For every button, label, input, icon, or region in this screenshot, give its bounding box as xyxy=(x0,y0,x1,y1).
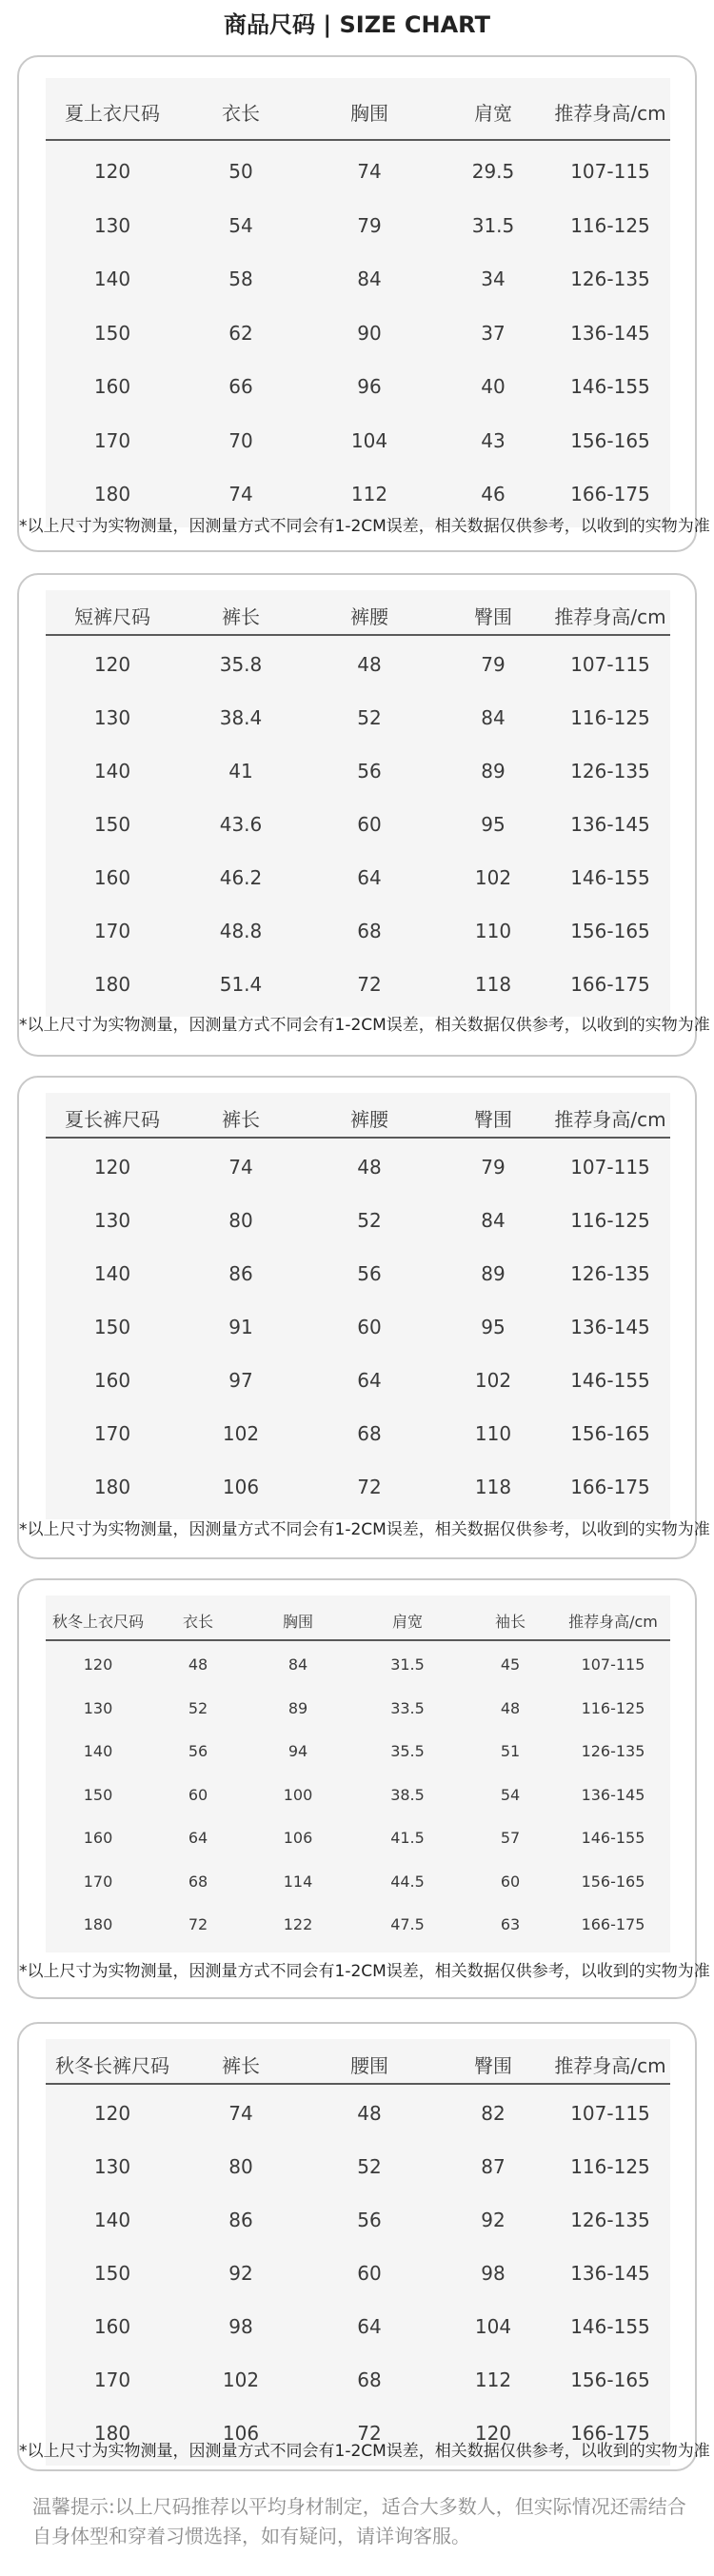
table-cell: 140 xyxy=(93,1262,131,1285)
table-header-row xyxy=(46,84,670,141)
table-cell: 33.5 xyxy=(390,1698,425,1717)
table-row xyxy=(46,360,670,414)
table-row xyxy=(46,199,670,253)
table-cell: 166-175 xyxy=(581,1915,645,1934)
table-cell: 166-175 xyxy=(570,2422,650,2445)
table-cell: 92 xyxy=(481,2209,506,2231)
table-cell: 126-135 xyxy=(570,760,650,783)
table-cell: 102 xyxy=(222,1422,260,1445)
table-header-row xyxy=(46,2045,670,2085)
table-cell: 40 xyxy=(481,375,506,399)
table-cell: 118 xyxy=(474,1476,512,1498)
table-cell: 160 xyxy=(83,1829,113,1848)
table-cell: 118 xyxy=(474,973,512,996)
table-cell: 46.2 xyxy=(219,866,263,889)
table-cell: 94 xyxy=(288,1742,308,1761)
column-header: 秋冬上衣尺码 xyxy=(51,1612,144,1631)
table-cell: 106 xyxy=(283,1829,313,1848)
table-cell: 52 xyxy=(357,706,382,729)
table-cell: 122 xyxy=(283,1915,313,1934)
table-cell: 60 xyxy=(357,813,382,836)
column-header: 肩宽 xyxy=(391,1612,423,1631)
table-cell: 150 xyxy=(83,1785,113,1804)
table-cell: 48 xyxy=(357,653,382,676)
table-cell: 112 xyxy=(350,483,388,506)
table-cell: 120 xyxy=(93,2102,131,2125)
column-header: 裤腰 xyxy=(350,1107,388,1131)
table-cell: 84 xyxy=(357,268,382,291)
table-row xyxy=(46,1903,670,1947)
table-cell: 170 xyxy=(93,1422,131,1445)
table-cell: 160 xyxy=(93,866,131,889)
page-title: 商品尺码 | SIZE CHART xyxy=(224,11,490,38)
table-cell: 70 xyxy=(228,428,253,452)
size-table-card-shorts xyxy=(17,573,710,1057)
table-cell: 35.5 xyxy=(390,1742,425,1761)
table-cell: 130 xyxy=(93,2155,131,2178)
table-cell: 72 xyxy=(357,973,382,996)
column-header: 秋冬长裤尺码 xyxy=(55,2053,169,2077)
table-cell: 136-145 xyxy=(581,1785,645,1804)
table-cell: 72 xyxy=(357,2422,382,2445)
table-cell: 48 xyxy=(188,1655,208,1674)
table-cell: 90 xyxy=(357,321,382,345)
table-cell: 89 xyxy=(288,1698,308,1717)
table-cell: 160 xyxy=(93,375,131,399)
column-header: 衣长 xyxy=(182,1612,213,1631)
measurement-note: *以上尺寸为实物测量，因测量方式不同会有1-2CM误差，相关数据仅供参考，以收到的实物为准 xyxy=(19,2442,710,2461)
column-header: 臀围 xyxy=(474,2053,512,2077)
table-cell: 104 xyxy=(350,428,388,452)
table-cell: 80 xyxy=(228,2155,253,2178)
table-cell: 120 xyxy=(474,2422,512,2445)
table-cell: 98 xyxy=(228,2315,253,2338)
table-row xyxy=(46,2353,670,2407)
table-cell: 72 xyxy=(357,1476,382,1498)
table-row xyxy=(46,1643,670,1687)
table-header-row xyxy=(46,596,670,636)
table-cell: 34 xyxy=(481,268,506,291)
column-header: 臀围 xyxy=(474,1107,512,1131)
column-header: 推荐身高/cm xyxy=(554,604,666,628)
table-cell: 116-125 xyxy=(570,706,650,729)
table-cell: 43 xyxy=(481,428,506,452)
table-cell: 41.5 xyxy=(390,1829,425,1848)
table-cell: 92 xyxy=(228,2262,253,2285)
table-cell: 140 xyxy=(83,1742,113,1761)
table-row xyxy=(46,1247,670,1300)
column-header: 裤腰 xyxy=(350,604,388,628)
size-table xyxy=(46,2039,670,2466)
table-cell: 107-115 xyxy=(570,653,650,676)
table-cell: 114 xyxy=(283,1872,313,1891)
table-row xyxy=(46,2247,670,2300)
table-row xyxy=(46,1816,670,1860)
table-cell: 51.4 xyxy=(219,973,263,996)
table-row xyxy=(46,744,670,798)
table-cell: 146-155 xyxy=(570,2315,650,2338)
table-cell: 56 xyxy=(357,1262,382,1285)
table-cell: 180 xyxy=(93,483,131,506)
table-row xyxy=(46,252,670,307)
table-cell: 47.5 xyxy=(390,1915,425,1934)
table-cell: 160 xyxy=(93,1369,131,1392)
table-cell: 120 xyxy=(93,1156,131,1179)
table-row xyxy=(46,851,670,904)
table-cell: 156-165 xyxy=(581,1872,645,1891)
table-cell: 60 xyxy=(357,2262,382,2285)
table-cell: 29.5 xyxy=(471,160,515,184)
column-header: 胸围 xyxy=(350,101,388,125)
table-cell: 86 xyxy=(228,2209,253,2231)
table-cell: 57 xyxy=(500,1829,521,1848)
table-row xyxy=(46,1730,670,1773)
table-row xyxy=(46,1354,670,1407)
table-cell: 80 xyxy=(228,1209,253,1232)
table-cell: 86 xyxy=(228,1262,253,1285)
table-header-row xyxy=(46,1601,670,1641)
table-cell: 84 xyxy=(481,1209,506,1232)
table-cell: 156-165 xyxy=(570,428,650,452)
table-row xyxy=(46,691,670,744)
table-cell: 102 xyxy=(474,1369,512,1392)
table-row xyxy=(46,1194,670,1247)
table-cell: 180 xyxy=(93,1476,131,1498)
table-cell: 107-115 xyxy=(581,1655,645,1674)
table-cell: 51 xyxy=(500,1742,521,1761)
table-cell: 48 xyxy=(500,1698,521,1717)
table-cell: 37 xyxy=(481,321,506,345)
table-cell: 140 xyxy=(93,760,131,783)
table-cell: 107-115 xyxy=(570,1156,650,1179)
table-cell: 166-175 xyxy=(570,1476,650,1498)
table-cell: 72 xyxy=(188,1915,208,1934)
table-cell: 136-145 xyxy=(570,321,650,345)
column-header: 袖长 xyxy=(494,1612,526,1631)
table-cell: 156-165 xyxy=(570,2368,650,2391)
table-cell: 170 xyxy=(93,428,131,452)
table-cell: 100 xyxy=(283,1785,313,1804)
table-cell: 44.5 xyxy=(390,1872,425,1891)
column-header: 短裤尺码 xyxy=(74,604,150,628)
table-cell: 60 xyxy=(500,1872,521,1891)
table-cell: 116-125 xyxy=(570,1209,650,1232)
table-cell: 126-135 xyxy=(570,268,650,291)
table-cell: 102 xyxy=(474,866,512,889)
tips-text: 温馨提示:以上尺码推荐以平均身材制定，适合大多数人，但实际情况还需结合自身体型和穿着习惯选择，如有疑问，请详询客服。 xyxy=(32,2495,686,2547)
table-cell: 170 xyxy=(93,2368,131,2391)
table-cell: 126-135 xyxy=(581,1742,645,1761)
table-row xyxy=(46,2087,670,2140)
table-cell: 89 xyxy=(481,1262,506,1285)
table-cell: 140 xyxy=(93,268,131,291)
table-cell: 98 xyxy=(481,2262,506,2285)
table-cell: 102 xyxy=(222,2368,260,2391)
size-table-card-summer-top xyxy=(17,55,710,552)
table-cell: 95 xyxy=(481,1316,506,1338)
table-cell: 48 xyxy=(357,2102,382,2125)
table-header-row xyxy=(46,1099,670,1139)
table-cell: 110 xyxy=(474,920,512,942)
table-cell: 95 xyxy=(481,813,506,836)
table-cell: 63 xyxy=(500,1915,521,1934)
table-cell: 136-145 xyxy=(570,1316,650,1338)
column-header: 腰围 xyxy=(350,2053,388,2077)
column-header: 推荐身高/cm xyxy=(554,101,666,125)
table-cell: 56 xyxy=(357,2209,382,2231)
table-row xyxy=(46,2193,670,2247)
table-cell: 48.8 xyxy=(219,920,263,942)
table-cell: 156-165 xyxy=(570,920,650,942)
table-cell: 84 xyxy=(481,706,506,729)
table-row xyxy=(46,1773,670,1817)
table-cell: 146-155 xyxy=(581,1829,645,1848)
table-cell: 150 xyxy=(93,2262,131,2285)
table-cell: 79 xyxy=(481,653,506,676)
table-cell: 146-155 xyxy=(570,375,650,399)
column-header: 推荐身高/cm xyxy=(568,1612,658,1631)
column-header: 推荐身高/cm xyxy=(554,1107,666,1131)
table-cell: 126-135 xyxy=(570,2209,650,2231)
table-row xyxy=(46,145,670,199)
measurement-note: *以上尺寸为实物测量，因测量方式不同会有1-2CM误差，相关数据仅供参考，以收到的实物为准 xyxy=(19,1016,710,1035)
table-cell: 91 xyxy=(228,1316,253,1338)
table-cell: 136-145 xyxy=(570,2262,650,2285)
size-table xyxy=(46,590,670,1017)
table-cell: 130 xyxy=(83,1698,113,1717)
table-cell: 130 xyxy=(93,1209,131,1232)
table-cell: 43.6 xyxy=(219,813,263,836)
table-cell: 64 xyxy=(357,1369,382,1392)
column-header: 胸围 xyxy=(282,1612,313,1631)
table-cell: 35.8 xyxy=(219,653,263,676)
table-cell: 156-165 xyxy=(570,1422,650,1445)
table-cell: 79 xyxy=(357,213,382,237)
table-cell: 64 xyxy=(357,866,382,889)
table-row xyxy=(46,414,670,468)
table-cell: 58 xyxy=(228,268,253,291)
table-cell: 170 xyxy=(83,1872,113,1891)
table-cell: 54 xyxy=(228,213,253,237)
table-cell: 54 xyxy=(500,1785,521,1804)
table-cell: 50 xyxy=(228,160,253,184)
table-cell: 79 xyxy=(481,1156,506,1179)
table-cell: 180 xyxy=(83,1915,113,1934)
table-cell: 45 xyxy=(500,1655,521,1674)
table-row xyxy=(46,638,670,691)
table-cell: 116-125 xyxy=(581,1698,645,1717)
table-cell: 41 xyxy=(228,760,253,783)
table-cell: 120 xyxy=(93,160,131,184)
column-header: 裤长 xyxy=(222,2053,260,2077)
table-cell: 52 xyxy=(357,1209,382,1232)
table-row xyxy=(46,2140,670,2193)
column-header: 衣长 xyxy=(222,101,260,125)
size-table-card-autumn-top xyxy=(17,1578,710,1999)
table-cell: 60 xyxy=(357,1316,382,1338)
column-header: 推荐身高/cm xyxy=(554,2053,666,2077)
column-header: 裤长 xyxy=(222,1107,260,1131)
size-table xyxy=(46,78,670,527)
table-cell: 31.5 xyxy=(471,213,515,237)
table-cell: 107-115 xyxy=(570,2102,650,2125)
table-cell: 52 xyxy=(188,1698,208,1717)
table-cell: 84 xyxy=(288,1655,308,1674)
table-cell: 130 xyxy=(93,706,131,729)
table-cell: 112 xyxy=(474,2368,512,2391)
size-table-card-autumn-pants xyxy=(17,2022,710,2471)
table-cell: 56 xyxy=(188,1742,208,1761)
table-cell: 150 xyxy=(93,321,131,345)
table-cell: 180 xyxy=(93,2422,131,2445)
table-row xyxy=(46,1300,670,1354)
table-cell: 106 xyxy=(222,2422,260,2445)
table-cell: 74 xyxy=(228,483,253,506)
table-cell: 110 xyxy=(474,1422,512,1445)
table-row xyxy=(46,958,670,1011)
table-cell: 82 xyxy=(481,2102,506,2125)
table-cell: 64 xyxy=(357,2315,382,2338)
table-cell: 146-155 xyxy=(570,1369,650,1392)
column-header: 臀围 xyxy=(474,604,512,628)
measurement-note: *以上尺寸为实物测量，因测量方式不同会有1-2CM误差，相关数据仅供参考，以收到的实物为准 xyxy=(19,517,710,536)
table-cell: 180 xyxy=(93,973,131,996)
column-header: 夏上衣尺码 xyxy=(65,101,160,125)
table-cell: 166-175 xyxy=(570,973,650,996)
column-header: 裤长 xyxy=(222,604,260,628)
table-cell: 74 xyxy=(357,160,382,184)
table-row xyxy=(46,798,670,851)
table-cell: 89 xyxy=(481,760,506,783)
table-row xyxy=(46,307,670,361)
table-row xyxy=(46,1687,670,1731)
table-cell: 62 xyxy=(228,321,253,345)
table-cell: 52 xyxy=(357,2155,382,2178)
table-cell: 166-175 xyxy=(570,483,650,506)
measurement-note: *以上尺寸为实物测量，因测量方式不同会有1-2CM误差，相关数据仅供参考，以收到的实物为准 xyxy=(19,1962,710,1981)
table-cell: 48 xyxy=(357,1156,382,1179)
table-row xyxy=(46,2300,670,2353)
column-header: 肩宽 xyxy=(474,101,512,125)
table-cell: 46 xyxy=(481,483,506,506)
table-cell: 126-135 xyxy=(570,1262,650,1285)
measurement-note: *以上尺寸为实物测量，因测量方式不同会有1-2CM误差，相关数据仅供参考，以收到的实物为准 xyxy=(19,1520,710,1539)
column-header: 夏长裤尺码 xyxy=(65,1107,160,1131)
table-cell: 130 xyxy=(93,213,131,237)
table-cell: 97 xyxy=(228,1369,253,1392)
table-cell: 74 xyxy=(228,1156,253,1179)
table-cell: 96 xyxy=(357,375,382,399)
table-cell: 104 xyxy=(474,2315,512,2338)
size-table xyxy=(46,1093,670,1519)
table-row xyxy=(46,1407,670,1460)
table-cell: 38.5 xyxy=(390,1785,425,1804)
table-row xyxy=(46,1140,670,1194)
table-cell: 68 xyxy=(357,1422,382,1445)
table-cell: 150 xyxy=(93,1316,131,1338)
table-cell: 68 xyxy=(357,920,382,942)
table-cell: 64 xyxy=(188,1829,208,1848)
table-cell: 56 xyxy=(357,760,382,783)
table-cell: 150 xyxy=(93,813,131,836)
table-cell: 60 xyxy=(188,1785,208,1804)
table-row xyxy=(46,904,670,958)
table-cell: 146-155 xyxy=(570,866,650,889)
table-cell: 107-115 xyxy=(570,160,650,184)
table-cell: 116-125 xyxy=(570,2155,650,2178)
table-cell: 170 xyxy=(93,920,131,942)
table-row xyxy=(46,1860,670,1904)
table-cell: 120 xyxy=(83,1655,113,1674)
table-cell: 66 xyxy=(228,375,253,399)
table-cell: 74 xyxy=(228,2102,253,2125)
table-cell: 68 xyxy=(188,1872,208,1891)
size-table-card-summer-pants xyxy=(17,1076,710,1559)
table-row xyxy=(46,1460,670,1514)
table-cell: 140 xyxy=(93,2209,131,2231)
table-cell: 87 xyxy=(481,2155,506,2178)
table-cell: 31.5 xyxy=(390,1655,425,1674)
table-cell: 120 xyxy=(93,653,131,676)
table-cell: 106 xyxy=(222,1476,260,1498)
table-cell: 116-125 xyxy=(570,213,650,237)
table-cell: 38.4 xyxy=(219,706,263,729)
size-table xyxy=(46,1595,670,1952)
table-cell: 160 xyxy=(93,2315,131,2338)
table-cell: 68 xyxy=(357,2368,382,2391)
table-cell: 136-145 xyxy=(570,813,650,836)
